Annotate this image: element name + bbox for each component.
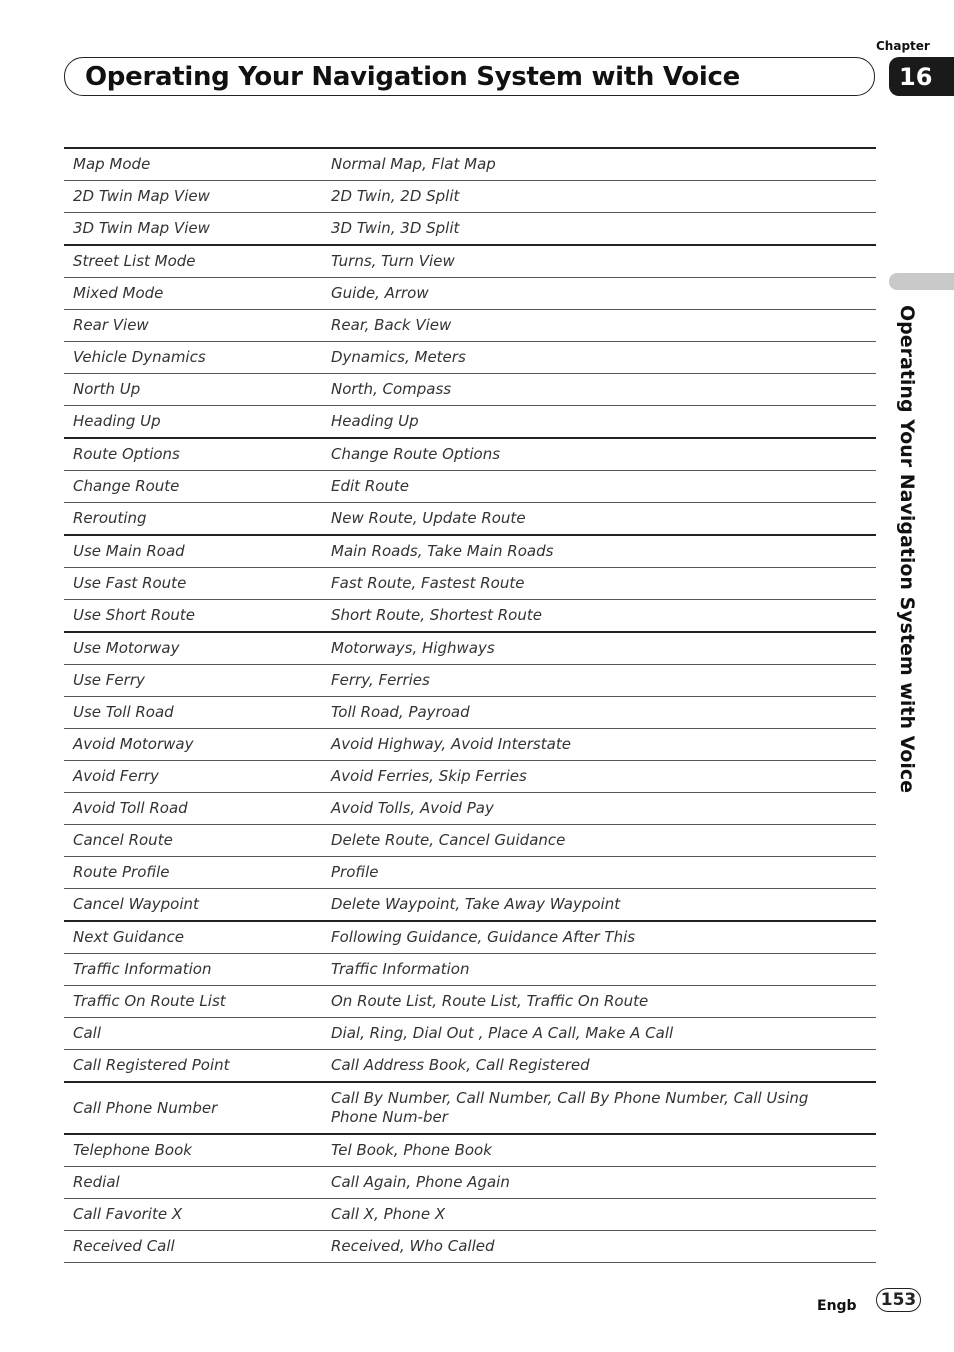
table-row: [64, 825, 876, 857]
table-row: [64, 568, 876, 600]
synonyms-cell: Call By Number, Call Number, Call By Phone Number, Call Using Phone Num-ber: [322, 1082, 876, 1134]
table-row: [64, 1050, 876, 1083]
table-row: [64, 148, 876, 181]
command-cell: Redial: [64, 1167, 322, 1199]
page-number: 153: [876, 1288, 921, 1312]
synonyms-cell: Received, Who Called: [322, 1231, 876, 1263]
command-cell: Route Profile: [64, 857, 322, 889]
command-cell: Received Call: [64, 1231, 322, 1263]
command-cell: Traffic On Route List: [64, 986, 322, 1018]
command-cell: Call Favorite X: [64, 1199, 322, 1231]
synonyms-cell: Short Route, Shortest Route: [322, 600, 876, 633]
command-cell: Avoid Ferry: [64, 761, 322, 793]
table-row: [64, 697, 876, 729]
synonyms-cell: Motorways, Highways: [322, 632, 876, 665]
command-cell: Telephone Book: [64, 1134, 322, 1167]
table-row: [64, 278, 876, 310]
table-row: [64, 1134, 876, 1167]
synonyms-cell: Normal Map, Flat Map: [322, 148, 876, 181]
page-title-box: [64, 57, 875, 96]
command-cell: Change Route: [64, 471, 322, 503]
command-cell: Use Short Route: [64, 600, 322, 633]
table-row: [64, 793, 876, 825]
table-row: [64, 406, 876, 439]
table-row: [64, 986, 876, 1018]
synonyms-cell: Traffic Information: [322, 954, 876, 986]
table-row: [64, 1167, 876, 1199]
command-cell: Route Options: [64, 438, 322, 471]
synonyms-cell: Heading Up: [322, 406, 876, 439]
command-cell: Rerouting: [64, 503, 322, 536]
table-row: [64, 1199, 876, 1231]
synonyms-cell: Avoid Highway, Avoid Interstate: [322, 729, 876, 761]
synonyms-cell: Avoid Tolls, Avoid Pay: [322, 793, 876, 825]
footer-language: Engb: [817, 1298, 857, 1314]
side-tab-title: Operating Your Navigation System with Voice: [896, 305, 918, 794]
command-cell: Traffic Information: [64, 954, 322, 986]
table-row: [64, 857, 876, 889]
synonyms-cell: Tel Book, Phone Book: [322, 1134, 876, 1167]
command-cell: Avoid Motorway: [64, 729, 322, 761]
synonyms-cell: Following Guidance, Guidance After This: [322, 921, 876, 954]
command-cell: Rear View: [64, 310, 322, 342]
table-row: [64, 954, 876, 986]
table-row: [64, 1018, 876, 1050]
table-row: [64, 761, 876, 793]
synonyms-cell: 2D Twin, 2D Split: [322, 181, 876, 213]
table-row: [64, 1231, 876, 1263]
synonyms-cell: Dynamics, Meters: [322, 342, 876, 374]
synonyms-cell: Call X, Phone X: [322, 1199, 876, 1231]
synonyms-cell: Fast Route, Fastest Route: [322, 568, 876, 600]
command-cell: North Up: [64, 374, 322, 406]
chapter-number-badge: 16: [889, 57, 954, 96]
side-tab-marker: [889, 273, 954, 290]
command-cell: Use Main Road: [64, 535, 322, 568]
command-cell: Cancel Waypoint: [64, 889, 322, 922]
command-cell: Call: [64, 1018, 322, 1050]
table-row: [64, 632, 876, 665]
table-row: [64, 600, 876, 633]
table-row: [64, 1082, 876, 1134]
synonyms-cell: Change Route Options: [322, 438, 876, 471]
synonyms-cell: Edit Route: [322, 471, 876, 503]
command-cell: Vehicle Dynamics: [64, 342, 322, 374]
synonyms-cell: On Route List, Route List, Traffic On Route: [322, 986, 876, 1018]
command-cell: Heading Up: [64, 406, 322, 439]
table-row: [64, 665, 876, 697]
table-row: [64, 213, 876, 246]
synonyms-cell: Ferry, Ferries: [322, 665, 876, 697]
synonyms-cell: Toll Road, Payroad: [322, 697, 876, 729]
table-row: [64, 438, 876, 471]
command-cell: Mixed Mode: [64, 278, 322, 310]
table-row: [64, 342, 876, 374]
table-row: [64, 503, 876, 536]
command-cell: Map Mode: [64, 148, 322, 181]
table-row: [64, 471, 876, 503]
command-cell: 3D Twin Map View: [64, 213, 322, 246]
command-cell: Call Registered Point: [64, 1050, 322, 1083]
synonyms-cell: Dial, Ring, Dial Out , Place A Call, Make A Call: [322, 1018, 876, 1050]
command-cell: Call Phone Number: [64, 1082, 322, 1134]
voice-command-table: [64, 147, 876, 1263]
synonyms-cell: Profile: [322, 857, 876, 889]
synonyms-cell: Rear, Back View: [322, 310, 876, 342]
command-cell: Next Guidance: [64, 921, 322, 954]
command-cell: Use Ferry: [64, 665, 322, 697]
synonyms-cell: Delete Waypoint, Take Away Waypoint: [322, 889, 876, 922]
command-cell: Avoid Toll Road: [64, 793, 322, 825]
synonyms-cell: 3D Twin, 3D Split: [322, 213, 876, 246]
synonyms-cell: Main Roads, Take Main Roads: [322, 535, 876, 568]
synonyms-cell: Delete Route, Cancel Guidance: [322, 825, 876, 857]
synonyms-cell: Call Address Book, Call Registered: [322, 1050, 876, 1083]
command-cell: Use Fast Route: [64, 568, 322, 600]
table-row: [64, 921, 876, 954]
table-row: [64, 889, 876, 922]
table-row: [64, 374, 876, 406]
command-cell: Use Toll Road: [64, 697, 322, 729]
table-row: [64, 181, 876, 213]
table-row: [64, 535, 876, 568]
page-title: Operating Your Navigation System with Voice: [85, 61, 740, 92]
synonyms-cell: New Route, Update Route: [322, 503, 876, 536]
synonyms-cell: Guide, Arrow: [322, 278, 876, 310]
command-cell: Cancel Route: [64, 825, 322, 857]
synonyms-cell: Call Again, Phone Again: [322, 1167, 876, 1199]
command-cell: Street List Mode: [64, 245, 322, 278]
table-row: [64, 310, 876, 342]
command-cell: Use Motorway: [64, 632, 322, 665]
table-row: [64, 245, 876, 278]
chapter-label: Chapter: [876, 39, 930, 53]
table-row: [64, 729, 876, 761]
synonyms-cell: Avoid Ferries, Skip Ferries: [322, 761, 876, 793]
synonyms-cell: Turns, Turn View: [322, 245, 876, 278]
voice-command-table-body: [64, 148, 876, 1263]
command-cell: 2D Twin Map View: [64, 181, 322, 213]
synonyms-cell: North, Compass: [322, 374, 876, 406]
